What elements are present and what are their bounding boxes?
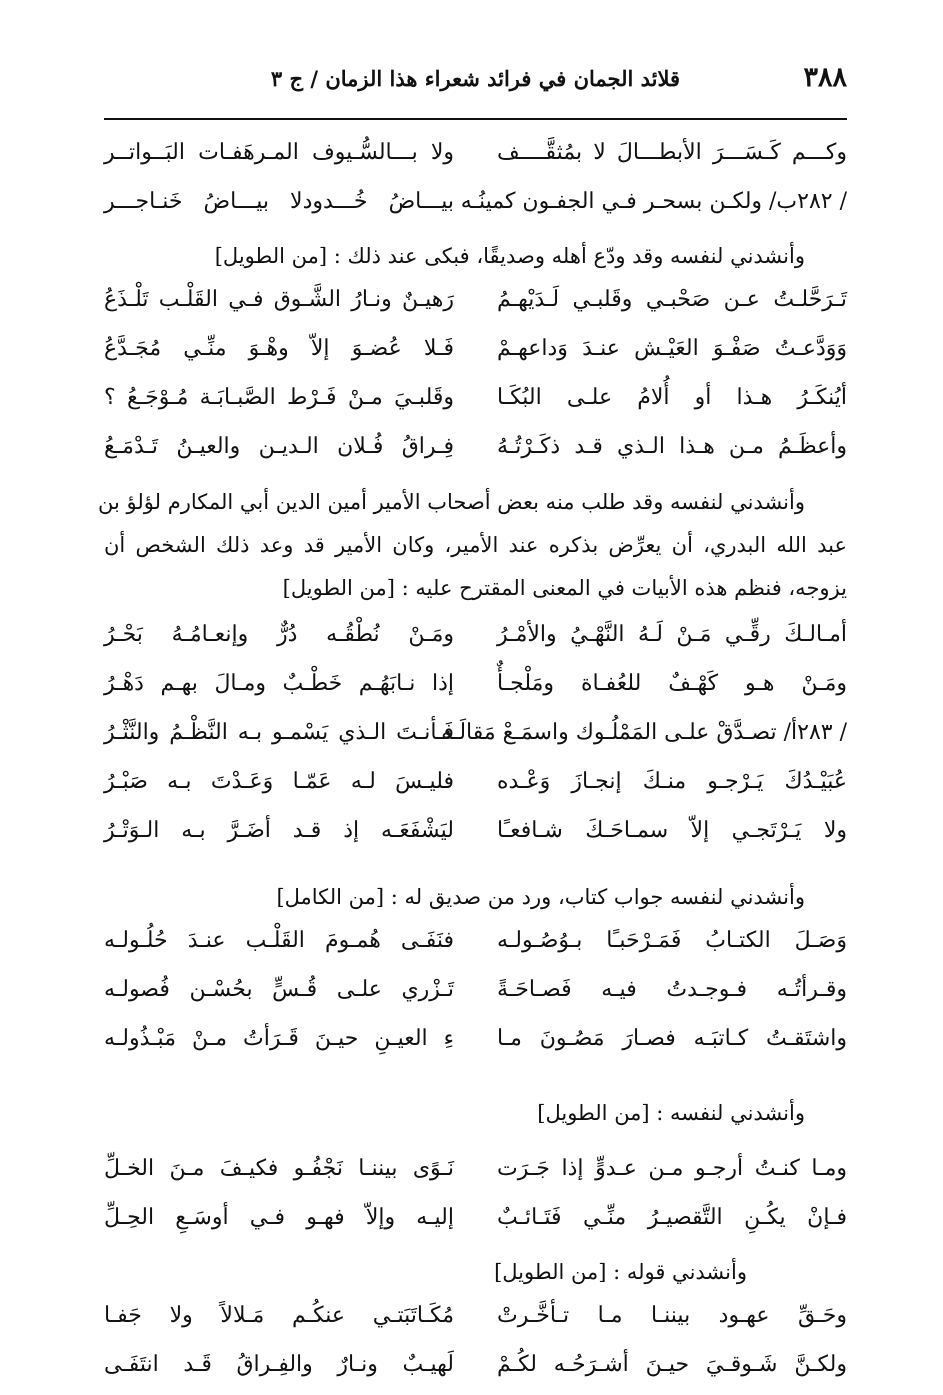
- first-hemistich: أيُنكَـرُ هـذا أو أُلامُ علـى البُكَـا: [497, 385, 847, 410]
- prose-paragraph: [98, 481, 847, 610]
- verse-line: [104, 763, 847, 812]
- verse-line: [104, 330, 847, 379]
- verse-line: [104, 714, 847, 763]
- second-hemistich: ءِ العيـنِ حيـنَ قَـرَأتُ مـنْ مَبْـذُولـه: [104, 1026, 454, 1051]
- verse-line: [104, 1297, 847, 1346]
- page-header: [104, 62, 847, 114]
- verse-line: [104, 1150, 847, 1199]
- verse-line: [104, 1199, 847, 1248]
- prose-line: وأنشدني لنفسه وقد طلب منه بعض أصحاب الأمير أمين الدين أبي المكارم لؤلؤ بن: [98, 490, 805, 514]
- verse-line: [104, 281, 847, 330]
- second-hemistich: إذا نـابَهُـم خَطْـبٌ ومـالَ بهـم دَهْـرُ: [104, 671, 454, 696]
- verse-line: [104, 616, 847, 665]
- poem-block: [98, 481, 847, 861]
- poem-block: [104, 134, 847, 232]
- second-hemistich: وقَلبـيَ مـنْ فَـرْط الصَّبـابَـة مُـوْجَـعُ ؟: [104, 385, 454, 410]
- first-hemistich: ولا يَـرْتَجـي إلاّ سمـاحَـكَ شـافعـًا: [497, 818, 847, 843]
- spacer: [104, 1069, 847, 1089]
- first-hemistich: تَـرَحَّلـتُ عـن صَحْبـي وقَلبـي لَـدَيْهـمُ: [497, 287, 847, 312]
- first-hemistich: أمـالـكَ رقِّـي مَـنْ لَـهُ النَّهْـيُ والأمْـرُ: [497, 622, 847, 647]
- page-content: [98, 134, 847, 1395]
- first-hemistich: وحَـقِّ عهـود بيننـا مـا تـأخَّـرتْ: [497, 1303, 847, 1328]
- verse-line: [104, 379, 847, 428]
- second-hemistich: تَـزْري علـى قُـسٍّ بحُسْـن فُصولـه: [104, 977, 454, 1002]
- first-hemistich: وقـرأتُـه فـوجـدتُ فيـه فَصـاحَـةً: [497, 977, 847, 1002]
- verse-line: [104, 971, 847, 1020]
- second-hemistich: إليـه وإلاّ فهـو فـي أوسَـعِ الحِـلِّ: [104, 1205, 454, 1230]
- first-hemistich: واشتَقـتُ كـاتبَـه فصـارَ مَصُـونَ مـا: [497, 1026, 847, 1051]
- verse-line: [104, 183, 847, 232]
- first-hemistich: عُبَيْـدُكَ يَـرْجـو منـكَ إنجـازَ وَعْـده: [497, 769, 847, 794]
- first-hemistich: / ٢٨٣أ/ تصـدَّقْ علـى المَمْلُـوك واسمَـعْ مَقالَـه: [441, 720, 847, 745]
- spacer: [104, 861, 847, 873]
- second-hemistich: فليـسَ لـه عَمّـا وَعَـدْتَ بـه صَبْـرُ: [104, 769, 454, 794]
- second-hemistich: فَـلا عُضـوَ إلاّ وهْـوَ منِّـي مُجَـدَّعُ: [104, 336, 454, 361]
- poem-intro: وأنشدني لنفسه : [من الطويل]: [537, 1101, 805, 1125]
- second-hemistich: لَهيـبٌ ونـارٌ والفِـراقُ قَـد انتَفَـى: [104, 1352, 454, 1377]
- running-title: قلائد الجمان في فرائد شعراء هذا الزمان / ج ٣: [270, 66, 681, 91]
- second-hemistich: بيـــاضُ خُـــدودلا بيـــاضُ خَنـاجـــر: [104, 189, 454, 214]
- verse-line: [104, 665, 847, 714]
- page-number: ٣٨٨: [803, 62, 847, 93]
- second-hemistich: فَـأنـتَ الـذي يَسْمـو بـه النَّظْـمُ والنَّثْـرُ: [104, 720, 454, 745]
- first-hemistich: ولكـنَّ شَـوقـيَ حيـنَ أشـرَحُـه لكُـمْ: [497, 1352, 847, 1377]
- poem-intro: وأنشدني لنفسه جواب كتاب، ورد من صديق له : [من الكامل]: [276, 885, 805, 909]
- first-hemistich: ومَـنْ هـو كَهْـفٌ للعُفـاة ومَلْجـأٌ: [497, 671, 847, 696]
- second-hemistich: نَـوًى بيننـا نَجْفُـو فكيـفَ مـنَ الخـلِّ: [104, 1156, 454, 1181]
- poem-block: [104, 1248, 847, 1395]
- second-hemistich: ومَـنْ نُطْقُـه دُرٌّ وإنعـامُـهُ بَحْـرُ: [104, 622, 454, 647]
- verse-line: [104, 1346, 847, 1395]
- second-hemistich: فنَفَـى هُمـومَ القَلْـب عنـدَ حُلُـولـه: [104, 928, 454, 953]
- verse-line: [104, 922, 847, 971]
- first-hemistich: وَصَـلَ الكتـابُ فَمَـرْحَبـًا بـوُصُـولـه: [497, 928, 847, 953]
- spacer: [104, 1138, 847, 1150]
- prose-line: يزوجه، فنظم هذه الأبيات في المعنى المقترح عليه : [من الطويل]: [282, 576, 847, 600]
- second-hemistich: رَهيـنٌ ونـارُ الشَّـوق فـي القَلْـب تَلْـذَعُ: [104, 287, 454, 312]
- second-hemistich: فِـراقُ فُـلان الـديـن والعيـنُ تَـدْمَـعُ: [104, 434, 454, 459]
- prose-line: عبد الله البدري، أن يعرِّض بذكره عند الأمير، وكان الأمير قد وعد ذلك الشخص أن: [104, 533, 847, 557]
- first-hemistich: وأعظَـمُ مـن هـذا الـذي قـد ذكَـرْتُـهُ: [497, 434, 847, 459]
- verse-line: [104, 812, 847, 861]
- verse-line: [104, 428, 847, 477]
- verse-line: [104, 1020, 847, 1069]
- header-rule: [104, 118, 847, 120]
- first-hemistich: ومـا كنـتُ أرجـو مـن عـدوٍّ إذا جَـرَت: [497, 1156, 847, 1181]
- poem-intro: وأنشدني لنفسه وقد ودّع أهله وصديقًا، فبكى عند ذلك : [من الطويل]: [214, 244, 805, 268]
- poem-block: [104, 1089, 847, 1248]
- poem-intro: وأنشدني قوله : [من الطويل]: [494, 1260, 747, 1284]
- verse-line: [104, 134, 847, 183]
- poem-block: [104, 873, 847, 1069]
- first-hemistich: فـإنْ يكُـنِ التَّقصيـرُ منِّـي فَتَـائـبٌ: [497, 1205, 847, 1230]
- first-hemistich: وكـــم كَـسَـــرَ الأبطـــالَ لا بمُثقَّــــف: [497, 140, 847, 165]
- first-hemistich: وَوَدَّعـتُ صَفْـوَ العَيْـش عنـدَ وَداعهـمْ: [497, 336, 847, 361]
- second-hemistich: ولا بـــالسُّـيوف المـرهَفـات البَــواتــر: [104, 140, 454, 165]
- first-hemistich: / ٢٨٢ب/ ولكـن بسحـر فـي الجفـون كمينُـه: [460, 189, 847, 214]
- poem-block: [104, 232, 847, 477]
- second-hemistich: مُكَـاتَبَتـي عنكُـم مَـلالاً ولا جَفـا: [104, 1303, 454, 1328]
- second-hemistich: ليَشْفَعَـه إذ قـد أضَـرَّ بـه الـوَتْـرُ: [104, 818, 454, 843]
